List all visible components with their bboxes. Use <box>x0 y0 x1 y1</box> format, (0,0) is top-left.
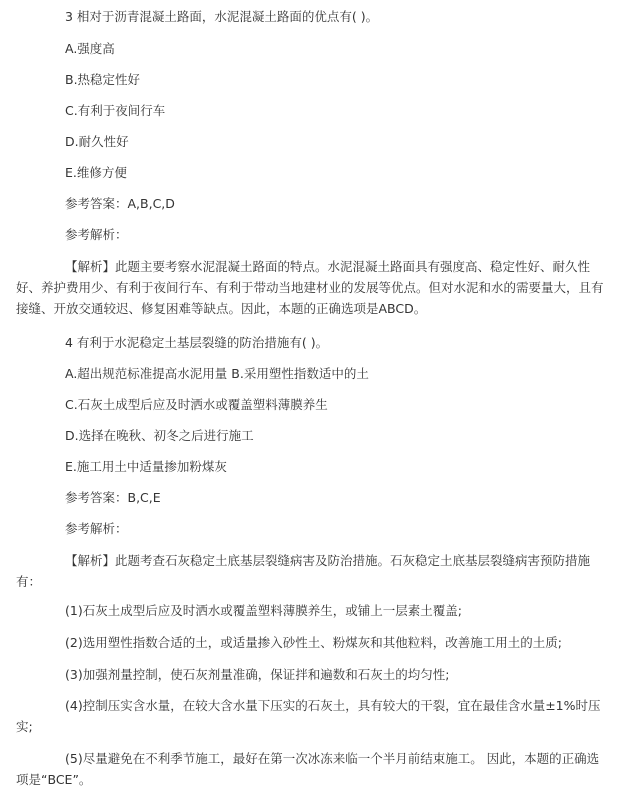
question-3-option-b: B.热稳定性好 <box>65 72 141 87</box>
question-4-analysis-label: 参考解析： <box>65 521 128 536</box>
question-3-analysis-label: 参考解析： <box>65 227 128 242</box>
measure-item-2: (2)选用塑性指数合适的土，或适量掺入砂性土、粉煤灰和其他粒料，改善施工用土的土质; <box>65 635 562 650</box>
question-3-analysis: 【解析】此题主要考察水泥混凝土路面的特点。水泥混凝土路面具有强度高、稳定性好、耐久性好、养护费用少、有利于夜间行车、有利于带动当地建材业的发展等优点。但对水泥和水的需要量大，且有接缝、开放交通较迟、修复困难等缺点。因此，本题的正确选项是ABCD。 <box>16 259 604 316</box>
question-4-option-ab: A.超出规范标准提高水泥用量 B.采用塑性指数适中的土 <box>65 366 369 381</box>
question-3-option-a: A.强度高 <box>65 41 115 56</box>
question-4-stem: 4 有利于水泥稳定土基层裂缝的防治措施有( )。 <box>65 335 329 350</box>
question-4-option-d: D.选择在晚秋、初冬之后进行施工 <box>65 428 254 443</box>
question-3-option-c: C.有利于夜间行车 <box>65 103 166 118</box>
measure-item-5: (5)尽量避免在不利季节施工，最好在第一次冰冻来临一个半月前结束施工。 因此，本题的正确选项是“BCE”。 <box>16 751 600 787</box>
measure-item-4: (4)控制压实含水量，在较大含水量下压实的石灰土，具有较大的干裂，宜在最佳含水量±1%时压实; <box>16 698 601 734</box>
question-3-stem: 3 相对于沥青混凝土路面，水泥混凝土路面的优点有( )。 <box>65 9 379 24</box>
question-4-option-e: E.施工用土中适量掺加粉煤灰 <box>65 459 227 474</box>
question-3-answer: 参考答案：A,B,C,D <box>65 196 175 211</box>
question-3-option-d: D.耐久性好 <box>65 134 129 149</box>
question-4-option-c: C.石灰土成型后应及时洒水或覆盖塑料薄膜养生 <box>65 397 328 412</box>
measure-item-3: (3)加强剂量控制，使石灰剂量准确，保证拌和遍数和石灰土的均匀性; <box>65 667 450 682</box>
question-3-option-e: E.维修方便 <box>65 165 127 180</box>
measure-item-1: (1)石灰土成型后应及时洒水或覆盖塑料薄膜养生，或铺上一层素土覆盖; <box>65 603 462 618</box>
question-4-analysis: 【解析】此题考查石灰稳定土底基层裂缝病害及防治措施。石灰稳定土底基层裂缝病害预防措施有： <box>16 553 591 589</box>
question-4-answer: 参考答案：B,C,E <box>65 490 161 505</box>
